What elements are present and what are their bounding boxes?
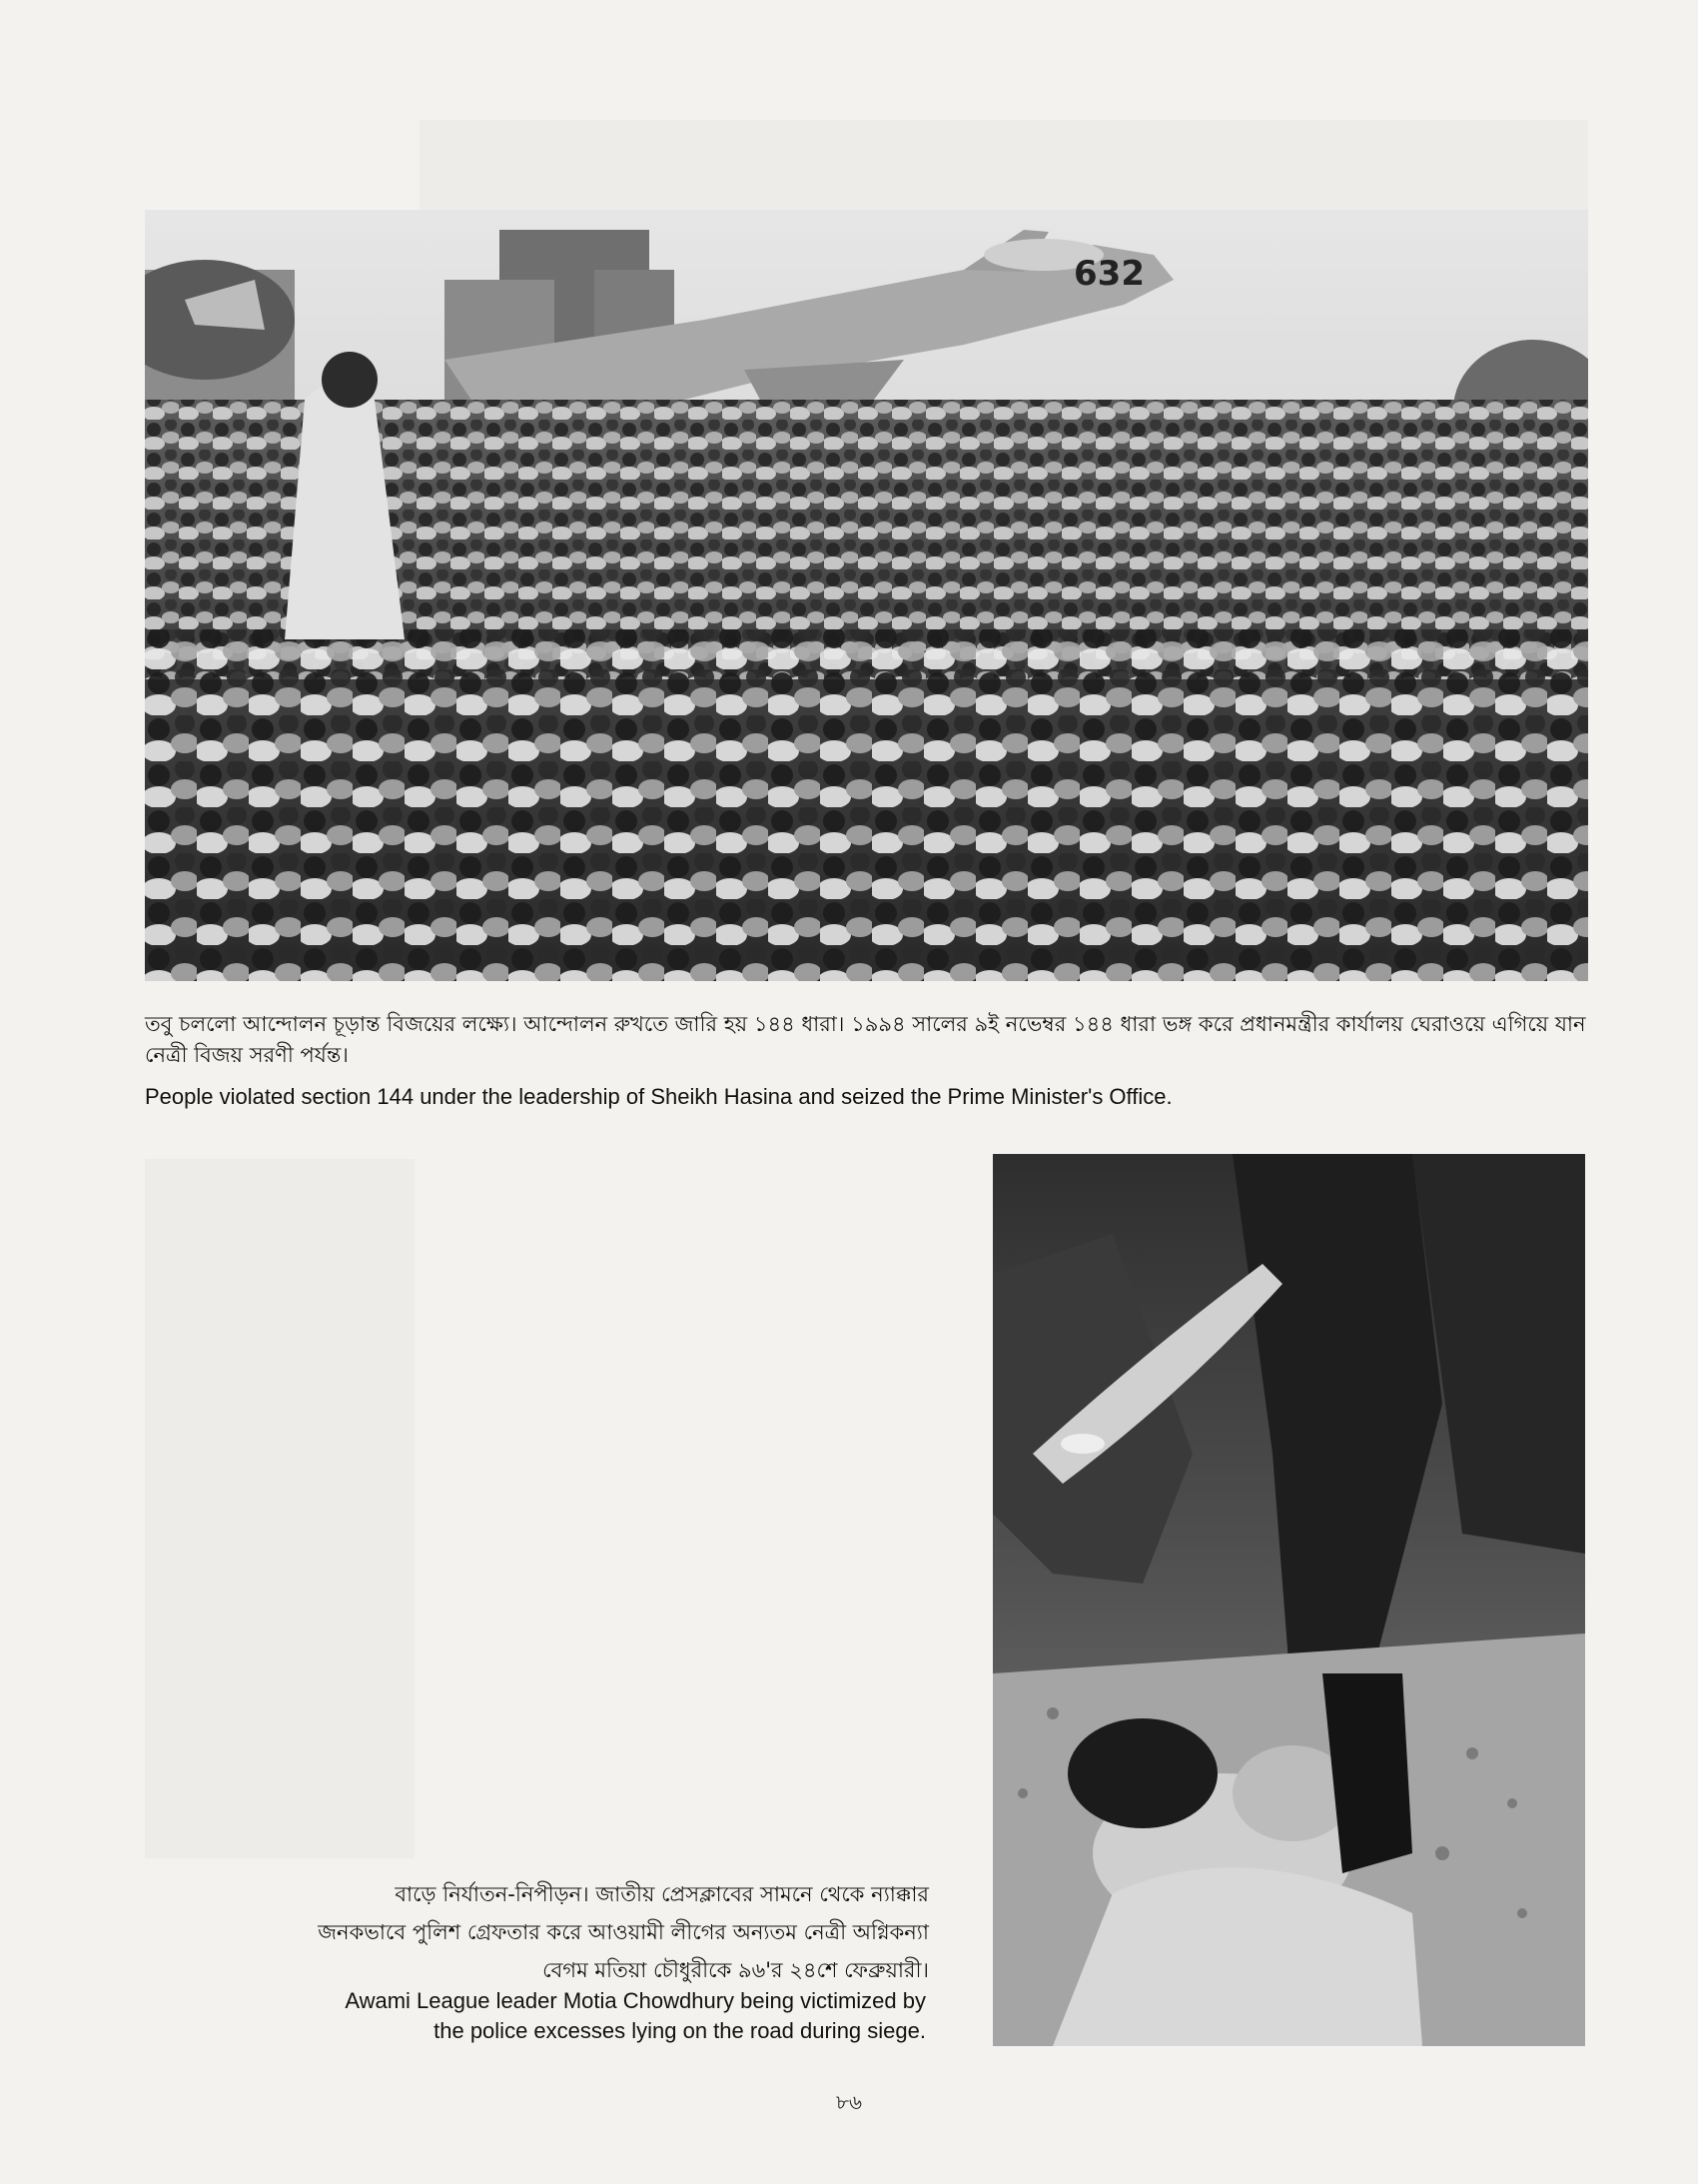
caption-2-english-line: the police excesses lying on the road during siege. <box>433 2018 926 2043</box>
caption-1-english: People violated section 144 under the leadership of Sheikh Hasina and seized the Prime Minister's Office. <box>145 1084 1173 1109</box>
caption-2-english-line: Awami League leader Motia Chowdhury being victimized by <box>345 1988 926 2013</box>
page-number: ৮৬ <box>836 2090 862 2114</box>
caption-2-bengali-line: বেগম মতিয়া চৌধুরীকে ৯৬'র ২৪শে ফেব্রুয়ারী। <box>542 1958 929 1982</box>
siege-photo <box>993 1154 1585 2046</box>
rally-photo-illustration <box>145 210 1588 981</box>
caption-2-bengali <box>270 1875 929 1989</box>
caption-2-bengali-line: বাড়ে নির্যাতন-নিপীড়ন। জাতীয় প্রেসক্লাবের সামনে থেকে ন্যাক্কার <box>395 1882 929 1906</box>
plane-number-text: 632 <box>1074 254 1145 294</box>
rally-photo <box>145 210 1588 981</box>
show-through-top <box>420 120 1588 210</box>
caption-2-bengali-line: জনকভাবে পুলিশ গ্রেফতার করে আওয়ামী লীগের অন্যতম নেত্রী অগ্নিকন্যা <box>318 1920 929 1944</box>
siege-photo-illustration <box>993 1154 1585 2046</box>
caption-1-bengali: তবু চললো আন্দোলন চূড়ান্ত বিজয়ের লক্ষ্যে। আন্দোলন রুখতে জারি হয় ১৪৪ ধারা। ১৯৯৪ সালের ৯ই নভেম্বর ১৪৪ ধারা ভঙ্গ করে প্রধানমন্ত্রীর কার্যালয় ঘেরাওয়ে এগিয়ে যান নেত্রী বিজয় সরণী পর্যন্ত। <box>145 1012 1586 1067</box>
show-through-left <box>145 1159 415 1858</box>
caption-2-english <box>262 1986 926 2046</box>
